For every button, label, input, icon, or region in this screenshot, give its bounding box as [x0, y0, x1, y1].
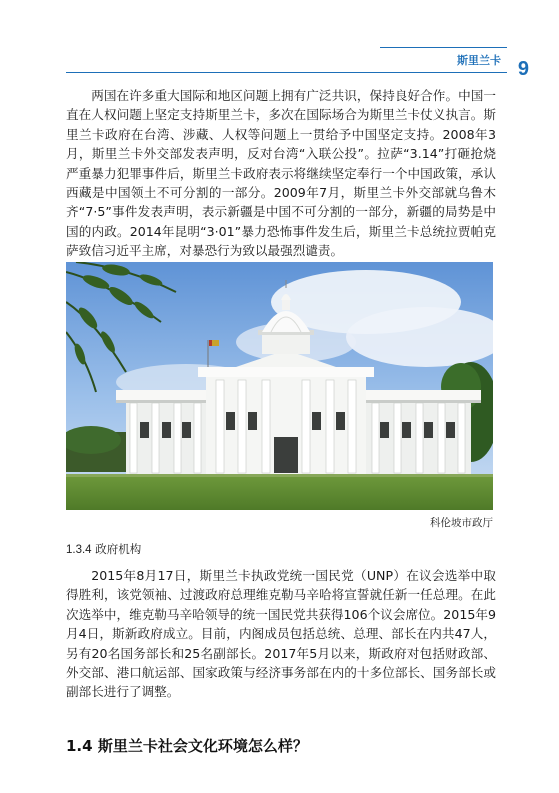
- photo-caption: 科伦坡市政厅: [430, 517, 493, 529]
- subsection-heading: [66, 541, 141, 557]
- section-title: 斯里兰卡社会文化环境怎么样？: [97, 737, 308, 755]
- section-number: 1.4: [66, 737, 93, 755]
- header-rule: [66, 72, 507, 73]
- header-top-rule: [380, 47, 507, 48]
- section-heading: [66, 735, 308, 756]
- running-header-title: 斯里兰卡: [457, 54, 501, 67]
- subsection-number: 1.3.4: [66, 544, 92, 556]
- colombo-town-hall-photo: [66, 262, 493, 510]
- subsection-title: 政府机构: [95, 542, 142, 556]
- body-paragraph-government: 2015年8月17日，斯里兰卡执政党统一国民党（UNP）在议会选举中取得胜利，该党领袖、过渡政府总理维克勒马辛哈将宣誓就任新一任总理。在此次选举中，维克勒马辛哈领导的统一国民党共获得106个议会席位。2015年9月4日，斯新政府成立。目前，内阁成员包括总统、总理、部长在内共47人，另有20名国务部长和25名副部长。2017年5月以来，斯政府对包括财政部、外交部、港口航运部、国家政策与经济事务部在内的十多位部长、国务部长或副部长进行了调整。: [66, 568, 496, 700]
- body-paragraph-relations: 两国在许多重大国际和地区问题上拥有广泛共识，保持良好合作。中国一直在人权问题上坚定支持斯里兰卡，多次在国际场合为斯里兰卡仗义执言。斯里兰卡政府在台湾、涉藏、人权等问题上一贯给予中国坚定支持。2008年3月，斯里兰卡外交部发表声明，反对台湾“入联公投”。拉萨“3.14”打砸抢烧严重暴力犯罪事件后，斯里兰卡政府表示将继续坚定奉行一个中国政策，承认西藏是中国领土不可分割的一部分。2009年7月，斯里兰卡外交部就乌鲁木齐“7·5”事件发表声明，表示新疆是中国不可分割的一部分，新疆的局势是中国的内政。2014年昆明“3·01”暴力恐怖事件发生后，斯里兰卡总统拉贾帕克萨致信习近平主席，对暴恐行为致以最强烈谴责。: [66, 88, 496, 259]
- page-number: 9: [517, 58, 529, 80]
- page-header: [0, 0, 559, 80]
